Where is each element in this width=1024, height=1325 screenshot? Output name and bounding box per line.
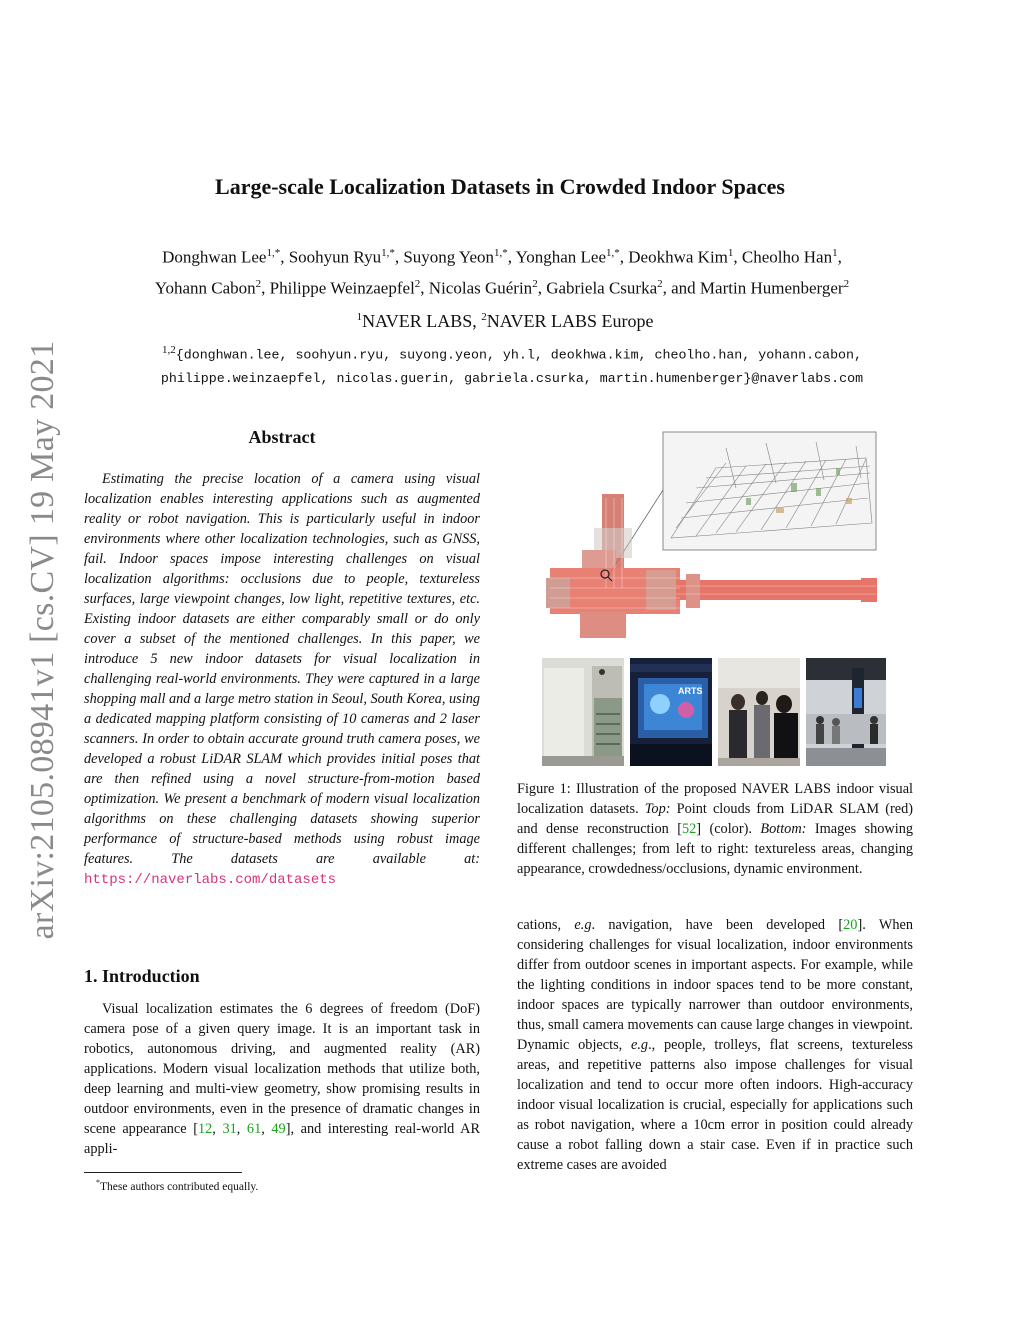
author: Gabriela Csurka xyxy=(546,278,658,298)
author: Philippe Weinzaepfel xyxy=(269,278,415,298)
citation-link[interactable]: 31 xyxy=(222,1121,237,1137)
author: Nicolas Guérin xyxy=(428,278,533,298)
citation-link[interactable]: 61 xyxy=(246,1121,262,1137)
author: Martin Humenberger xyxy=(699,278,844,298)
affiliations: $^1$NAVER LABS, $^2$NAVER LABS Europe xyxy=(356,311,654,331)
photo-changing-appearance xyxy=(630,658,712,766)
author: Yonghan Lee xyxy=(515,247,607,267)
introduction-body: Visual localization estimates the 6 degrees of freedom (DoF) camera pose of a given query image. It is an important task in robotics, autonomous driving, and augmented reality (AR) applications. Modern visual localization methods that utilize both, deep learning and multi-view geometry, show promising results in outdoor environments, even in the presence of dramatic changes in scene appearance [12, 31, 61, 49], and interesting real-world AR appli- xyxy=(84,1001,480,1157)
abstract-heading: Abstract xyxy=(248,427,316,447)
photo-dynamic-environment xyxy=(806,658,886,766)
photo-textureless-area xyxy=(542,658,624,766)
section-heading-introduction: 1. Introduction xyxy=(84,966,200,986)
introduction-continued: cations, e.g. navigation, have been developed [20]. When considering challenges for visual localization, indoor environments differ from outdoor scenes in important aspects. For example, while the lighting conditions in indoor spaces tend to be more constant, indoor spaces are typically narrower than outdoor environments, thus, small camera movements can cause large changes in viewpoint. Dynamic objects, e.g., people, trolleys, flat screens, textureless areas, and repetitive patterns also impose challenges for visual localization and tend to occur more often indoors. High-accuracy indoor visual localization is crucial, especially for applications such as robot navigation, where a 10cm error in position could already cause a robot falling down a stair case. Even if in practice such extreme cases are avoided xyxy=(517,917,913,1173)
author: Deokhwa Kim xyxy=(628,247,728,267)
figure-caption: Figure 1: Illustration of the proposed NAVER LABS indoor visual localization datasets. Top: Point clouds from LiDAR SLAM (red) and dense reconstruction [52] (color). Bottom: Images showing different challenges; from left to right: textureless areas, changing appearance, crowdedness/occlusions, dynamic environment. xyxy=(517,781,914,877)
photo-crowdedness-occlusions xyxy=(718,658,800,766)
arxiv-identifier: arXiv:2105.08941v1 [cs.CV] 19 May 2021 xyxy=(24,340,61,940)
author: Donghwan Lee xyxy=(162,247,267,267)
citation-link[interactable]: 12 xyxy=(197,1121,213,1137)
author: Yohann Cabon xyxy=(154,278,256,298)
citation-link[interactable]: 49 xyxy=(271,1121,286,1137)
author-list: Donghwan Lee$^{1,*}$, Soohyun Ryu$^{1,*}$, Suyong Yeon$^{1,*}$, Yonghan Lee$^{1,*}$, Deokhwa Kim$^1$, Cheolho Han$^1$, Yohann Cabon$^2$, Philippe Weinzaepfel$^2$, Nicolas Guérin$^2$, Gabriela Csurka$^2$, and Martin Humenberger$^2$ xyxy=(154,247,850,298)
author: Soohyun Ryu xyxy=(288,247,382,267)
author: Cheolho Han xyxy=(741,247,833,267)
footnote-divider xyxy=(84,1172,242,1173)
photo-sign-text: ARTS xyxy=(678,686,703,696)
paper-title: Large-scale Localization Datasets in Crowded Indoor Spaces xyxy=(215,174,785,199)
citation-link[interactable]: 20 xyxy=(843,917,858,933)
citation-link[interactable]: 52 xyxy=(681,821,697,837)
point-cloud-map-figure xyxy=(536,428,914,650)
datasets-link[interactable]: https://naverlabs.com/datasets xyxy=(84,872,337,888)
dense-reconstruction-inset xyxy=(663,432,876,550)
footnote: *These authors contributed equally. xyxy=(96,1178,259,1193)
author-emails: $^{1,2}${donghwan.lee, soohyun.ryu, suyong.yeon, yh.l, deokhwa.kim, cheolho.han, yohann.cabon, philippe.weinzaepfel, nicolas.guerin, gabriela.csurka, martin.humenberger}@naverlabs.com xyxy=(160,344,864,387)
abstract-body: Estimating the precise location of a camera using visual localization enables interesting applications such as augmented reality or robot navigation. This is particularly useful in indoor environments where other localization technologies, such as GNSS, fail. Indoor spaces impose interesting challenges on visual localization algorithms: occlusions due to people, textureless surfaces, large viewpoint changes, low light, repetitive textures, etc. Existing indoor datasets are either comparably small or do only cover a subset of the mentioned challenges. In this paper, we introduce 5 new indoor datasets for visual localization in challenging real-world environments. They were captured in a large shopping mall and a large metro station in Seoul, South Korea, using a dedicated mapping platform consisting of 10 cameras and 2 laser scanners. In order to obtain accurate ground truth camera poses, we developed a robust LiDAR SLAM which provides initial poses that are then refined using a novel structure-from-motion based optimization. We present a benchmark of modern visual localization algorithms on these challenging datasets showing superior performance of structure-based methods using robust image features. The datasets are available at: https://naverlabs.com/datasets xyxy=(84,471,480,888)
author: Suyong Yeon xyxy=(403,247,495,267)
